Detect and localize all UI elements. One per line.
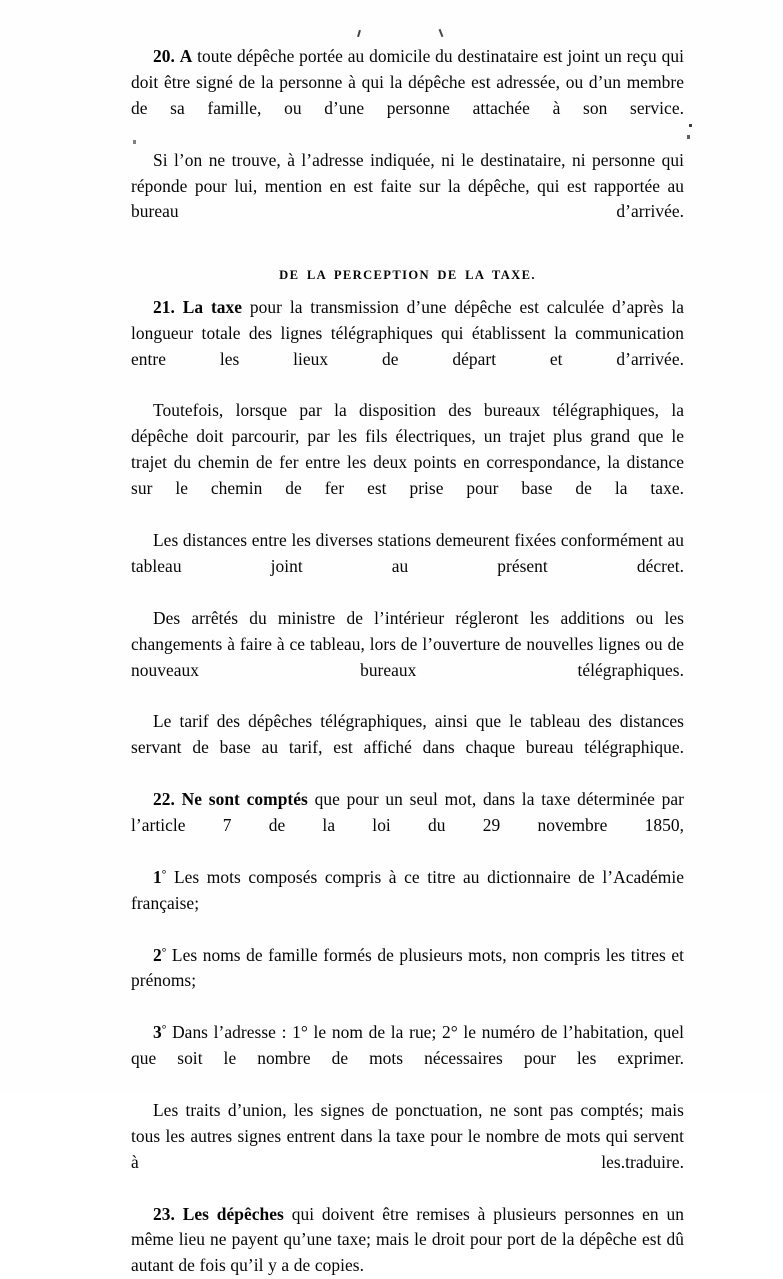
article-lead-in: La taxe	[182, 296, 243, 317]
article-lead-in: Les dépêches	[182, 1203, 284, 1224]
article-lead-in: Ne sont comptés	[181, 789, 308, 810]
paragraph-article-21	[131, 295, 684, 399]
paragraph-article-22	[131, 787, 684, 865]
ordinal-degree-sign: °	[161, 946, 167, 959]
paragraph-article-22-item-2	[131, 943, 684, 1021]
paragraph-text: Dans l’adresse : 1° le nom de la rue; 2° le numéro de l’habitation, quel que soit le nombre de mots nécessaires pour les exprimer.	[131, 1022, 684, 1069]
ordinal-digit: 2	[153, 944, 162, 965]
ordinal-marker	[153, 945, 166, 965]
paragraph-text: que pour un seul mot, dans la taxe déterminée par l’article 7 de la loi du 29 novembre 1850,	[131, 789, 684, 835]
ordinal-degree-sign: °	[161, 868, 167, 881]
paragraph-article-21-b	[131, 398, 684, 528]
heading-space-above	[131, 251, 684, 269]
scan-artifact-mark	[439, 29, 444, 37]
article-number: 22.	[153, 789, 175, 810]
paragraph-text: Le tarif des dépêches télégraphiques, ainsi que le tableau des distances servant de base au tarif, est affiché dans chaque bureau télégraphique.	[131, 711, 684, 758]
ordinal-marker	[153, 1022, 166, 1042]
paragraph-article-20-continued	[131, 148, 684, 252]
paragraph-text: Toutefois, lorsque par la disposition des bureaux télégraphiques, la dépêche doit parcourir, par les fils électriques, un trajet plus grand que le trajet du chemin de fer entre les deux points en correspondance, la distance sur le chemin de fer est prise pour base de la taxe.	[131, 400, 684, 499]
ordinal-marker	[153, 867, 166, 887]
article-number: 21.	[153, 296, 175, 317]
paragraph-article-20	[131, 44, 684, 148]
paragraph-text: Les mots composés compris à ce titre au dictionnaire de l’Académie française;	[131, 866, 684, 913]
scan-artifact-mark	[357, 30, 361, 37]
scan-artifact-speck	[687, 135, 690, 139]
heading-space-below	[131, 282, 684, 295]
paragraph-text: Les noms de famille formés de plusieurs mots, non compris les titres et prénoms;	[131, 944, 684, 991]
ordinal-digit: 1	[153, 866, 162, 887]
paragraph-article-22-b	[131, 1098, 684, 1202]
paragraph-text: pour la transmission d’une dépêche est calculée d’après la longueur totale des lignes télégraphiques qui établissent la communication entre les lieux de départ et d’arrivée.	[131, 296, 684, 369]
article-number: 23.	[153, 1203, 175, 1224]
paragraph-text: Les distances entre les diverses stations demeurent fixées conformément au tableau joint au présent décret.	[131, 530, 684, 576]
body-text-column	[131, 44, 684, 1279]
paragraph-text: Si l’on ne trouve, à l’adresse indiquée, ni le destinataire, ni personne qui réponde pour lui, mention en est faite sur la dépêche, qui est rapportée au bureau d’arrivée.	[131, 149, 684, 222]
paragraph-article-22-item-3	[131, 1020, 684, 1098]
ordinal-digit: 3	[153, 1022, 162, 1043]
paragraph-article-22-item-1	[131, 865, 684, 943]
scan-artifact-speck	[689, 124, 692, 127]
paragraph-text: Des arrêtés du ministre de l’intérieur régleront les additions ou les changements à faire à ce tableau, lors de l’ouverture de nouvelles lignes ou de nouveaux bureaux télégraphiques.	[131, 607, 684, 680]
paragraph-article-21-c	[131, 528, 684, 606]
paragraph-article-21-d	[131, 606, 684, 710]
paragraph-article-23	[131, 1202, 684, 1279]
ordinal-degree-sign: °	[161, 1024, 167, 1037]
paragraph-article-21-e	[131, 709, 684, 787]
article-lead-in: A	[179, 46, 193, 66]
paragraph-text: qui doivent être remises à plusieurs personnes en un même lieu ne payent qu’une taxe; mais le droit pour port de la dépêche est dû autant de fois qu’il y a de copies.	[131, 1203, 684, 1276]
section-heading: DE LA PERCEPTION DE LA TAXE.	[279, 268, 536, 283]
paragraph-text: Les traits d’union, les signes de ponctuation, ne sont pas comptés; mais tous les autres signes entrent dans la taxe pour le nombre de mots qui servent à les.traduire.	[131, 1099, 684, 1172]
paragraph-text: toute dépêche portée au domicile du destinataire est joint un reçu qui doit être signé de la personne à qui la dépêche est adressée, ou d’un membre de sa famille, ou d’une personne attachée à son service.	[131, 46, 684, 118]
article-number: 20.	[153, 46, 175, 66]
